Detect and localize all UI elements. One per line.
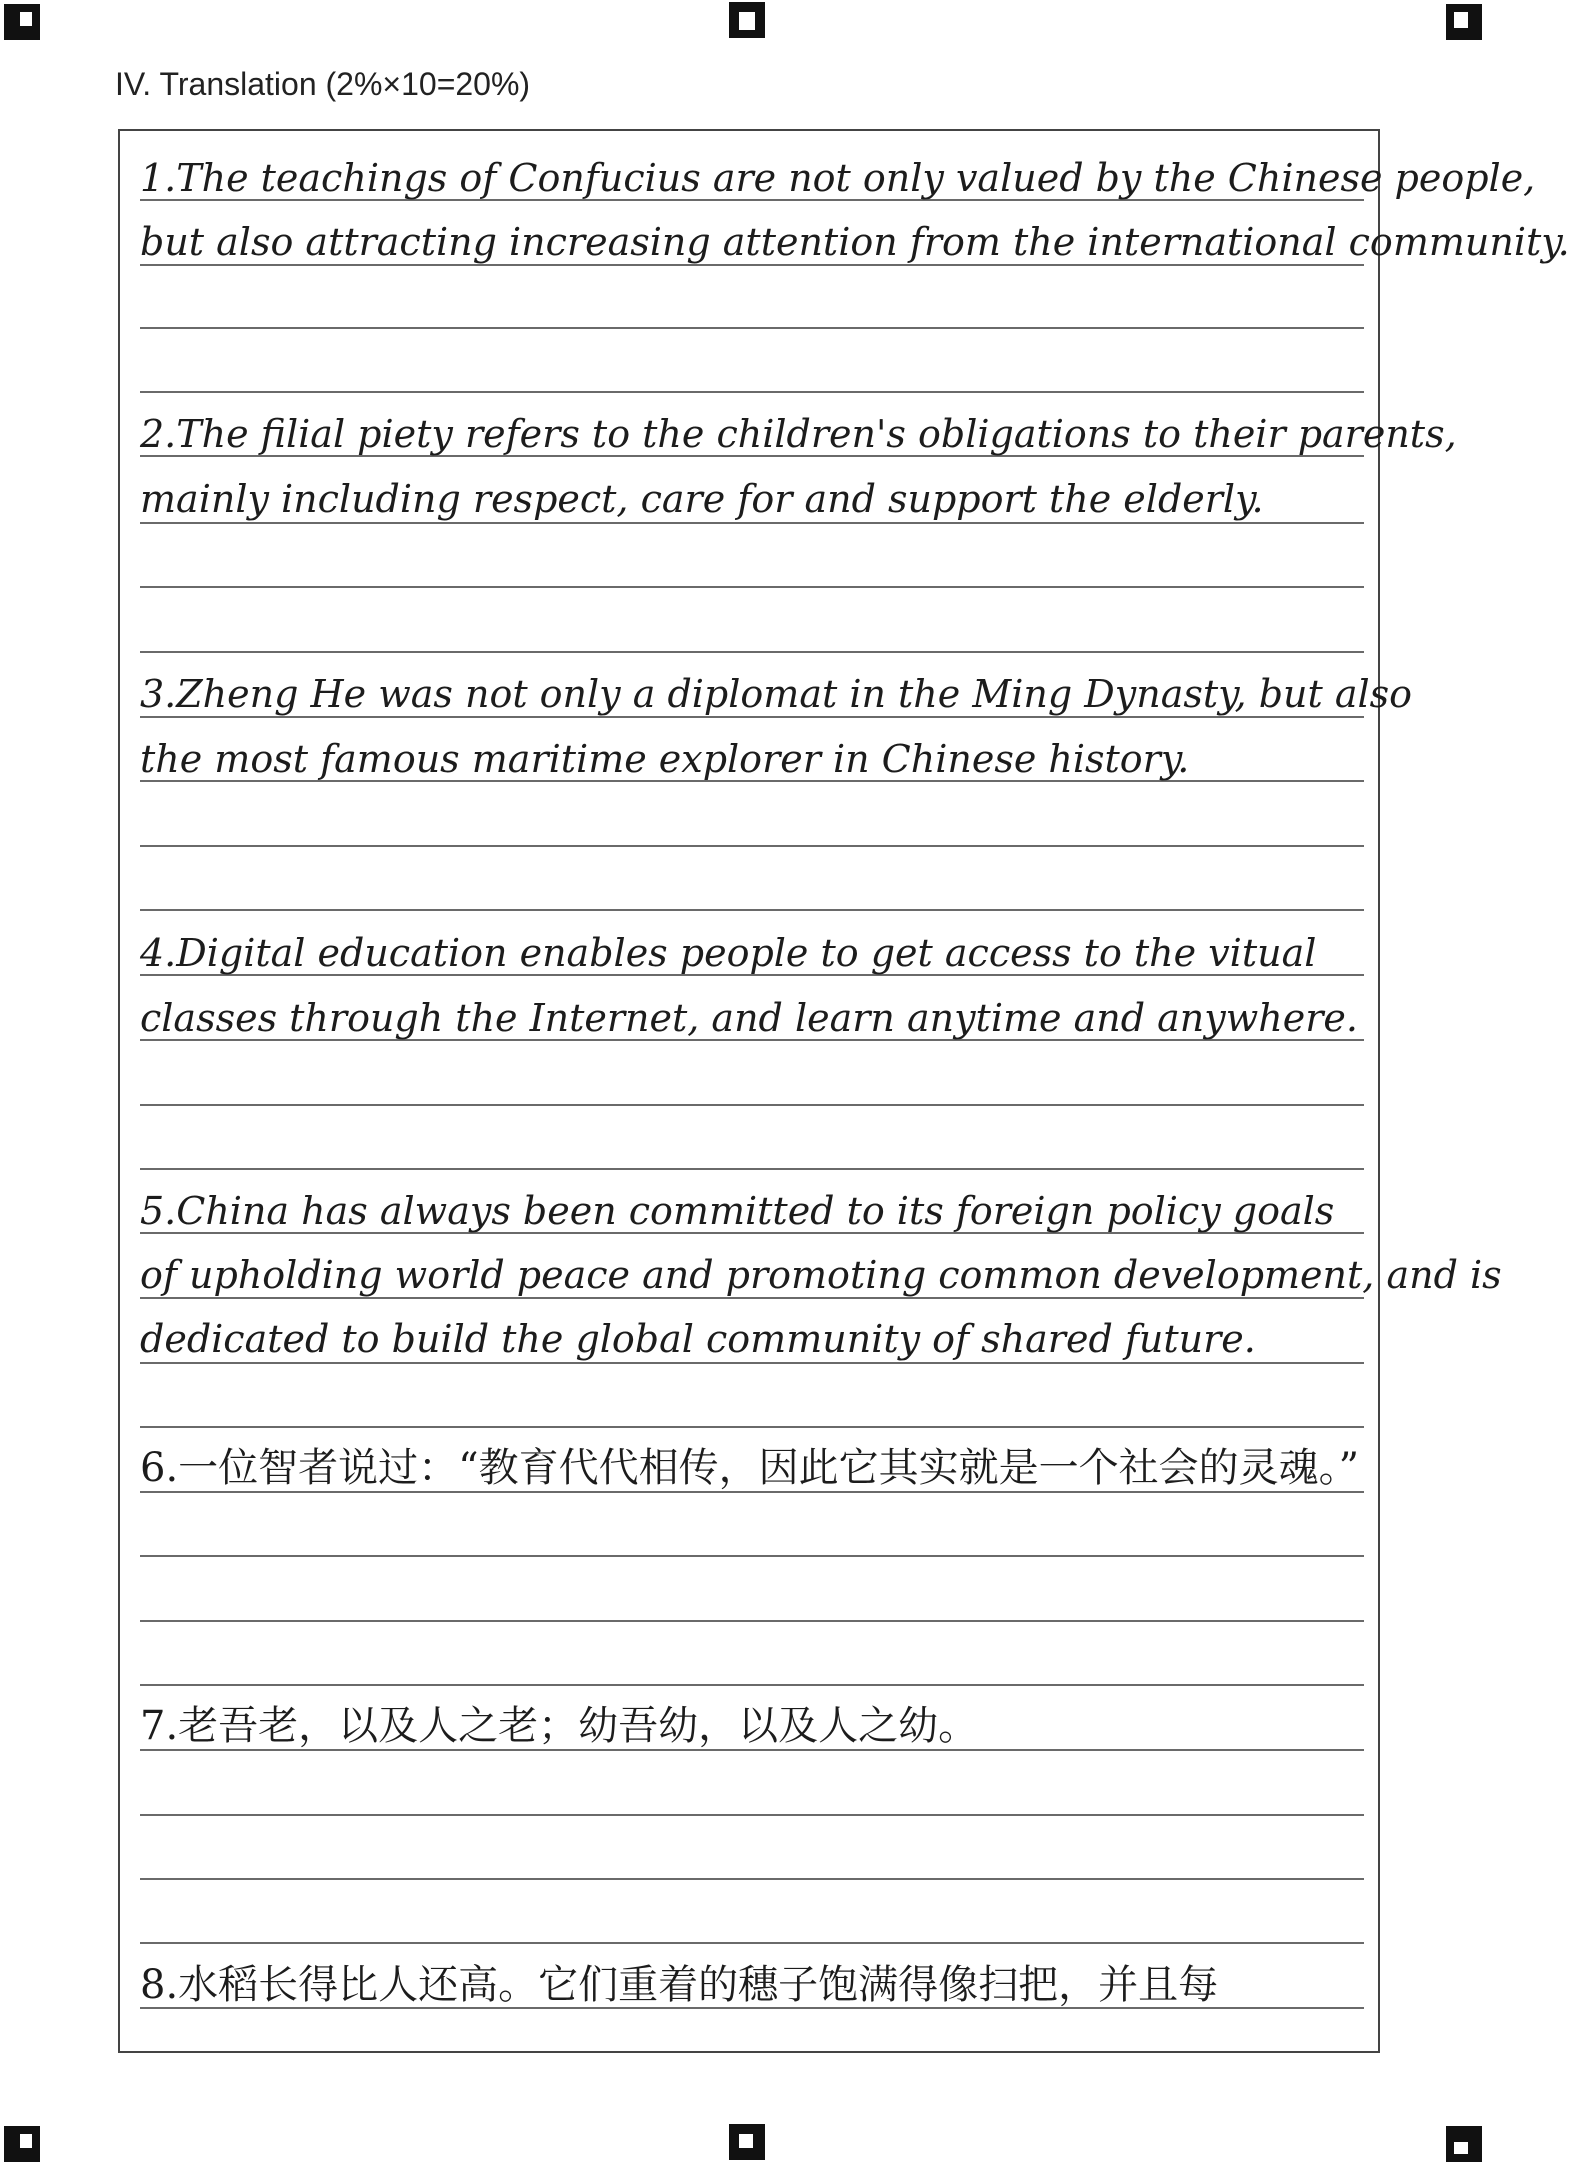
registration-marker-bottom-center bbox=[729, 2124, 765, 2160]
answer-7-line-1: 7.老吾老，以及人之老；幼吾幼，以及人之幼。 bbox=[140, 1703, 979, 1749]
ruled-line bbox=[140, 1362, 1364, 1364]
ruled-line bbox=[140, 391, 1364, 393]
ruled-line bbox=[140, 1426, 1364, 1428]
answer-4-line-1: 4.Digital education enables people to get access to the vitual bbox=[140, 931, 1317, 975]
registration-marker-top-center bbox=[729, 2, 765, 38]
ruled-line bbox=[140, 1555, 1364, 1557]
registration-marker-bottom-left bbox=[4, 2126, 40, 2162]
ruled-line bbox=[140, 522, 1364, 524]
ruled-line bbox=[140, 651, 1364, 653]
ruled-line bbox=[140, 1749, 1364, 1751]
ruled-line bbox=[140, 1491, 1364, 1493]
ruled-line bbox=[140, 1620, 1364, 1622]
ruled-line bbox=[140, 327, 1364, 329]
ruled-line bbox=[140, 1878, 1364, 1880]
answer-5-line-2: of upholding world peace and promoting common development, and is bbox=[140, 1253, 1502, 1297]
ruled-line bbox=[140, 909, 1364, 911]
answer-1-line-2: but also attracting increasing attention from the international community. bbox=[140, 220, 1570, 264]
ruled-line bbox=[140, 586, 1364, 588]
answer-3-line-2: the most famous maritime explorer in Chinese history. bbox=[140, 737, 1190, 781]
ruled-line bbox=[140, 1104, 1364, 1106]
answer-3-line-1: 3.Zheng He was not only a diplomat in the Ming Dynasty, but also bbox=[140, 672, 1413, 716]
ruled-line bbox=[140, 1684, 1364, 1686]
answer-4-line-2: classes through the Internet, and learn anytime and anywhere. bbox=[140, 996, 1358, 1040]
ruled-line bbox=[140, 845, 1364, 847]
registration-marker-bottom-right bbox=[1446, 2126, 1482, 2162]
answer-6-line-1: 6.一位智者说过：“教育代代相传，因此它其实就是一个社会的灵魂。” bbox=[140, 1445, 1360, 1491]
answer-5-line-3: dedicated to build the global community of shared future. bbox=[140, 1317, 1256, 1361]
answer-2-line-1: 2.The filial piety refers to the children's obligations to their parents, bbox=[140, 412, 1457, 456]
answer-5-line-1: 5.China has always been committed to its foreign policy goals bbox=[140, 1189, 1335, 1233]
ruled-line bbox=[140, 1814, 1364, 1816]
answer-8-line-1: 8.水稻长得比人还高。它们重着的穗子饱满得像扫把，并且每 bbox=[140, 1962, 1219, 2008]
section-title: IV. Translation (2%×10=20%) bbox=[115, 66, 531, 102]
answer-1-line-1: 1.The teachings of Confucius are not only valued by the Chinese people, bbox=[140, 156, 1536, 200]
ruled-line bbox=[140, 1168, 1364, 1170]
answer-sheet bbox=[118, 129, 1570, 2053]
registration-marker-top-right bbox=[1446, 4, 1482, 40]
ruled-line bbox=[140, 1942, 1364, 1944]
registration-marker-top-left bbox=[4, 4, 40, 40]
answer-2-line-2: mainly including respect, care for and support the elderly. bbox=[140, 477, 1264, 521]
